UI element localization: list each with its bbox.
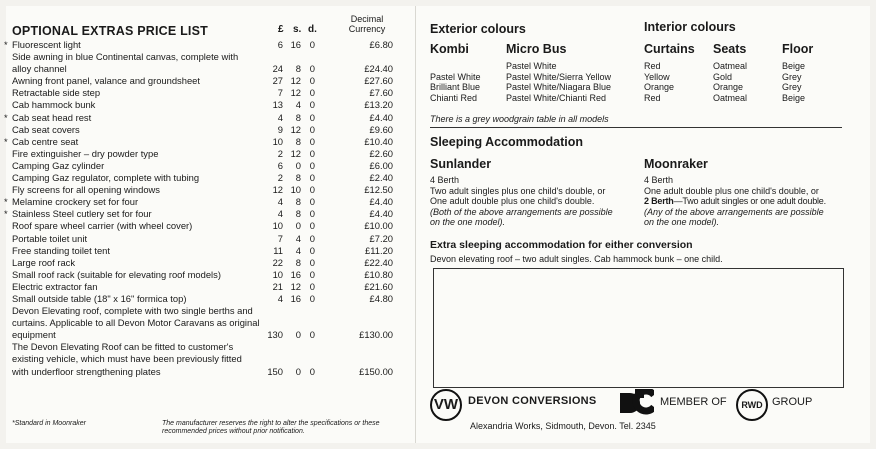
price-row bbox=[12, 99, 404, 111]
moonraker-line2-text: —Two adult singles or one adult double. bbox=[673, 196, 826, 207]
interior-heading: Interior colours bbox=[644, 20, 736, 34]
moonraker-line2 bbox=[644, 196, 854, 207]
price-decimal: £9.60 bbox=[369, 123, 393, 135]
price-row bbox=[4, 111, 404, 124]
vw-logo: VW bbox=[430, 389, 462, 421]
exterior-heading: Exterior colours bbox=[430, 22, 526, 36]
item-description: Free standing toilet tent bbox=[12, 244, 110, 256]
moonraker-note2: on the one model). bbox=[644, 217, 720, 228]
price-shillings: 12 bbox=[290, 87, 301, 99]
price-pence: 0 bbox=[309, 172, 315, 184]
sunlander-line1: Two adult singles plus one child's double, or bbox=[430, 185, 606, 196]
microbus-colour: Pastel White/Niagara Blue bbox=[506, 82, 612, 93]
standard-star: * bbox=[4, 196, 8, 208]
seats-colours bbox=[713, 61, 747, 103]
price-shillings: 0 bbox=[295, 365, 301, 377]
price-shillings: 12 bbox=[290, 123, 301, 135]
kombi-colours bbox=[430, 61, 481, 103]
company-name: DEVON CONVERSIONS bbox=[468, 395, 597, 407]
price-pence: 0 bbox=[309, 39, 315, 50]
price-list-rows bbox=[4, 39, 404, 378]
seat-colour: Oatmeal bbox=[713, 61, 748, 71]
price-pence: 0 bbox=[309, 329, 315, 341]
table-note: There is a grey woodgrain table in all models bbox=[430, 114, 609, 124]
price-decimal: £6.00 bbox=[369, 159, 393, 171]
price-shillings: 0 bbox=[295, 329, 301, 341]
standard-star: * bbox=[4, 39, 8, 50]
moonraker-details bbox=[644, 175, 854, 228]
price-pounds: 7 bbox=[277, 87, 283, 99]
price-row bbox=[4, 135, 404, 148]
item-description: Roof spare wheel carrier (with wheel cover) bbox=[12, 220, 193, 232]
floor-colour: Grey bbox=[782, 82, 802, 93]
price-shillings: 8 bbox=[295, 135, 301, 147]
price-pence: 0 bbox=[309, 135, 315, 147]
kombi-colour: Pastel White bbox=[430, 71, 481, 82]
price-shillings: 10 bbox=[290, 184, 301, 196]
divider bbox=[430, 127, 842, 128]
floor-colours bbox=[782, 61, 805, 103]
price-pounds: 10 bbox=[272, 268, 283, 280]
price-pence: 0 bbox=[309, 365, 315, 377]
item-description: Devon Elevating roof, complete with two single berths and curtains. Applicable to all Devon Motor Caravans as original equipment bbox=[12, 305, 260, 341]
price-pence: 0 bbox=[309, 99, 315, 111]
price-decimal: £2.40 bbox=[369, 172, 393, 184]
price-pence: 0 bbox=[309, 111, 315, 123]
curtains-label: Curtains bbox=[644, 42, 695, 56]
floor-colour: Beige bbox=[782, 61, 806, 71]
microbus-label: Micro Bus bbox=[506, 42, 567, 56]
item-description: Cab hammock bunk bbox=[12, 99, 96, 111]
sleeping-heading: Sleeping Accommodation bbox=[430, 135, 584, 149]
kombi-label: Kombi bbox=[430, 42, 469, 56]
price-pounds: 6 bbox=[277, 39, 283, 50]
price-shillings: 16 bbox=[290, 268, 301, 280]
item-description: Fluorescent light bbox=[12, 39, 81, 50]
price-pence: 0 bbox=[309, 268, 315, 280]
price-shillings: 8 bbox=[295, 172, 301, 184]
price-pence: 0 bbox=[309, 196, 315, 208]
price-row bbox=[12, 148, 404, 160]
item-description: Electric extractor fan bbox=[12, 280, 98, 292]
price-pounds: 13 bbox=[272, 99, 283, 111]
item-description: Side awning in blue Continental canvas, complete with alloy channel bbox=[12, 51, 239, 75]
price-row bbox=[4, 39, 404, 51]
sunlander-note2: on the one model). bbox=[430, 217, 506, 228]
curtain-colour: Yellow bbox=[644, 71, 670, 82]
extra-sleeping-heading: Extra sleeping accommodation for either conversion bbox=[430, 239, 693, 251]
kombi-colour bbox=[430, 61, 481, 72]
price-decimal: £7.20 bbox=[369, 232, 393, 244]
kombi-colour: Brilliant Blue bbox=[430, 82, 481, 93]
kombi-colour: Chianti Red bbox=[430, 92, 478, 103]
price-pounds: 2 bbox=[277, 172, 283, 184]
price-row bbox=[12, 220, 404, 232]
price-shillings: 8 bbox=[295, 196, 301, 208]
price-row bbox=[12, 293, 404, 305]
extra-sleeping-text: Devon elevating roof – two adult singles. Cab hammock bunk – one child. bbox=[430, 254, 723, 264]
price-row bbox=[12, 305, 404, 341]
sunlander-berth: 4 Berth bbox=[430, 175, 460, 185]
item-description: Awning front panel, valance and groundsheet bbox=[12, 75, 200, 87]
price-shillings: 12 bbox=[290, 147, 301, 159]
price-decimal: £13.20 bbox=[364, 99, 393, 111]
item-description: Fire extinguisher – dry powder type bbox=[12, 147, 159, 159]
price-shillings: 8 bbox=[295, 63, 301, 75]
price-row bbox=[12, 341, 404, 377]
group-text: GROUP bbox=[772, 396, 813, 408]
curtain-colour: Red bbox=[644, 92, 661, 103]
price-decimal: £150.00 bbox=[359, 365, 393, 377]
floor-colour: Beige bbox=[782, 92, 806, 103]
price-row bbox=[12, 51, 404, 75]
item-description: Large roof rack bbox=[12, 256, 76, 268]
price-pounds: 12 bbox=[272, 184, 283, 196]
price-decimal: £4.40 bbox=[369, 111, 393, 123]
price-row bbox=[12, 184, 404, 196]
price-decimal: £7.60 bbox=[369, 87, 393, 99]
footnote-reserve: The manufacturer reserves the right to alter the specifications or these recommended prices without prior notification. bbox=[162, 420, 380, 435]
price-row bbox=[12, 75, 404, 87]
price-pounds: 21 bbox=[272, 280, 283, 292]
price-pounds: 24 bbox=[272, 63, 283, 75]
item-description: The Devon Elevating Roof can be fitted to customer's existing vehicle, which must have been previously fitted with underfloor strengthening plates bbox=[12, 341, 242, 377]
price-decimal: £10.00 bbox=[364, 220, 393, 232]
price-shillings: 12 bbox=[290, 280, 301, 292]
price-decimal: £11.20 bbox=[365, 244, 393, 256]
price-row bbox=[4, 196, 404, 208]
sunlander-line2: One adult double plus one child's double. bbox=[430, 196, 595, 207]
floor-label: Floor bbox=[782, 42, 814, 56]
price-decimal: £10.80 bbox=[364, 268, 393, 280]
floor-colour: Grey bbox=[782, 71, 802, 82]
microbus-colour: Pastel White/Sierra Yellow bbox=[506, 71, 612, 82]
item-description: Stainless Steel cutlery set for four bbox=[12, 208, 152, 220]
price-decimal: £10.40 bbox=[364, 135, 393, 147]
price-pence: 0 bbox=[309, 159, 315, 171]
moonraker-2berth: 2 Berth bbox=[644, 196, 674, 207]
price-shillings: 4 bbox=[295, 99, 301, 111]
price-row bbox=[12, 257, 404, 269]
col-pence-header: d. bbox=[308, 24, 317, 35]
price-row bbox=[12, 87, 404, 99]
price-pence: 0 bbox=[309, 208, 315, 220]
dc-logo-icon bbox=[620, 389, 654, 417]
price-decimal: £22.40 bbox=[364, 256, 393, 268]
address: Alexandria Works, Sidmouth, Devon. Tel. 2345 bbox=[470, 421, 656, 431]
price-pounds: 4 bbox=[277, 292, 283, 304]
price-shillings: 8 bbox=[295, 111, 301, 123]
item-description: Cab seat head rest bbox=[12, 111, 92, 123]
member-of-text: MEMBER OF bbox=[660, 396, 727, 408]
price-shillings: 12 bbox=[290, 75, 301, 87]
price-shillings: 16 bbox=[290, 39, 301, 50]
price-pounds: 4 bbox=[277, 208, 283, 220]
price-decimal: £2.60 bbox=[369, 147, 393, 159]
seat-colour: Oatmeal bbox=[713, 92, 748, 103]
price-pounds: 9 bbox=[277, 123, 283, 135]
price-pence: 0 bbox=[309, 147, 315, 159]
item-description: Melamine crockery set for four bbox=[12, 196, 139, 208]
curtain-colour: Orange bbox=[644, 82, 675, 93]
price-pence: 0 bbox=[309, 184, 315, 196]
standard-star: * bbox=[4, 135, 8, 147]
price-row bbox=[12, 233, 404, 245]
moonraker-line1: One adult double plus one child's double, or bbox=[644, 185, 819, 196]
price-pounds: 10 bbox=[272, 220, 283, 232]
moonraker-berth: 4 Berth bbox=[644, 175, 674, 185]
price-shillings: 8 bbox=[295, 256, 301, 268]
seats-label: Seats bbox=[713, 42, 747, 56]
price-pounds: 2 bbox=[277, 147, 283, 159]
seat-colour: Gold bbox=[713, 71, 733, 82]
microbus-colours bbox=[506, 61, 611, 103]
price-decimal: £4.40 bbox=[369, 208, 393, 220]
price-pence: 0 bbox=[309, 220, 315, 232]
blank-box bbox=[433, 268, 844, 388]
price-pence: 0 bbox=[309, 244, 315, 256]
price-pounds: 22 bbox=[272, 256, 283, 268]
price-shillings: 0 bbox=[295, 220, 301, 232]
col-shillings-header: s. bbox=[293, 24, 302, 35]
col-pounds-header: £ bbox=[278, 24, 284, 35]
item-description: Small roof rack (suitable for elevating roof models) bbox=[12, 268, 221, 280]
price-shillings: 8 bbox=[295, 208, 301, 220]
price-pence: 0 bbox=[309, 232, 315, 244]
price-decimal: £4.40 bbox=[369, 196, 393, 208]
price-row bbox=[4, 208, 404, 220]
price-row bbox=[12, 124, 404, 136]
seat-colour: Orange bbox=[713, 82, 744, 93]
item-description: Cab centre seat bbox=[12, 135, 79, 147]
price-row bbox=[12, 269, 404, 281]
price-pounds: 11 bbox=[273, 244, 283, 256]
col-decimal-header: Decimal Currency bbox=[348, 14, 386, 34]
sunlander-details bbox=[430, 175, 635, 228]
item-description: Small outside table (18" x 16" formica top) bbox=[12, 292, 187, 304]
curtains-colours bbox=[644, 61, 674, 103]
standard-star: * bbox=[4, 111, 8, 123]
price-shillings: 4 bbox=[295, 232, 301, 244]
price-shillings: 4 bbox=[295, 244, 301, 256]
price-pence: 0 bbox=[309, 123, 315, 135]
item-description: Portable toilet unit bbox=[12, 232, 88, 244]
moonraker-name: Moonraker bbox=[644, 157, 708, 171]
price-decimal: £4.80 bbox=[369, 292, 393, 304]
price-decimal: £12.50 bbox=[364, 184, 393, 196]
page-fold bbox=[415, 6, 416, 443]
price-pounds: 10 bbox=[272, 135, 283, 147]
price-pence: 0 bbox=[309, 75, 315, 87]
price-row bbox=[12, 172, 404, 184]
price-pounds: 4 bbox=[277, 111, 283, 123]
rwd-logo: RWD bbox=[736, 389, 768, 421]
microbus-colour: Pastel White bbox=[506, 61, 557, 71]
item-description: Retractable side step bbox=[12, 87, 101, 99]
price-pence: 0 bbox=[309, 292, 315, 304]
price-pence: 0 bbox=[309, 87, 315, 99]
item-description: Cab seat covers bbox=[12, 123, 80, 135]
price-shillings: 16 bbox=[290, 292, 301, 304]
price-decimal: £6.80 bbox=[369, 39, 393, 50]
standard-star: * bbox=[4, 208, 8, 220]
price-pence: 0 bbox=[309, 63, 315, 75]
price-pounds: 27 bbox=[272, 75, 283, 87]
sunlander-note1: (Both of the above arrangements are possible bbox=[430, 206, 613, 217]
price-pounds: 150 bbox=[267, 365, 283, 377]
price-pounds: 4 bbox=[277, 196, 283, 208]
footnote-standard: *Standard in Moonraker bbox=[12, 420, 86, 427]
item-description: Camping Gaz cylinder bbox=[12, 159, 105, 171]
microbus-colour: Pastel White/Chianti Red bbox=[506, 92, 607, 103]
price-decimal: £21.60 bbox=[364, 280, 393, 292]
item-description: Fly screens for all opening windows bbox=[12, 184, 160, 196]
curtain-colour: Red bbox=[644, 61, 661, 71]
price-row bbox=[12, 245, 404, 257]
price-pounds: 6 bbox=[277, 159, 283, 171]
sunlander-name: Sunlander bbox=[430, 157, 492, 171]
price-row bbox=[12, 281, 404, 293]
price-row bbox=[12, 160, 404, 172]
price-list-title: OPTIONAL EXTRAS PRICE LIST bbox=[12, 24, 208, 38]
price-pence: 0 bbox=[309, 256, 315, 268]
price-pounds: 7 bbox=[277, 232, 283, 244]
price-decimal: £130.00 bbox=[359, 329, 393, 341]
moonraker-note1: (Any of the above arrangements are possible bbox=[644, 206, 824, 217]
price-decimal: £24.40 bbox=[364, 63, 393, 75]
price-decimal: £27.60 bbox=[364, 75, 393, 87]
price-shillings: 0 bbox=[295, 159, 301, 171]
item-description: Camping Gaz regulator, complete with tubing bbox=[12, 172, 200, 184]
price-pence: 0 bbox=[309, 280, 315, 292]
price-pounds: 130 bbox=[267, 329, 283, 341]
